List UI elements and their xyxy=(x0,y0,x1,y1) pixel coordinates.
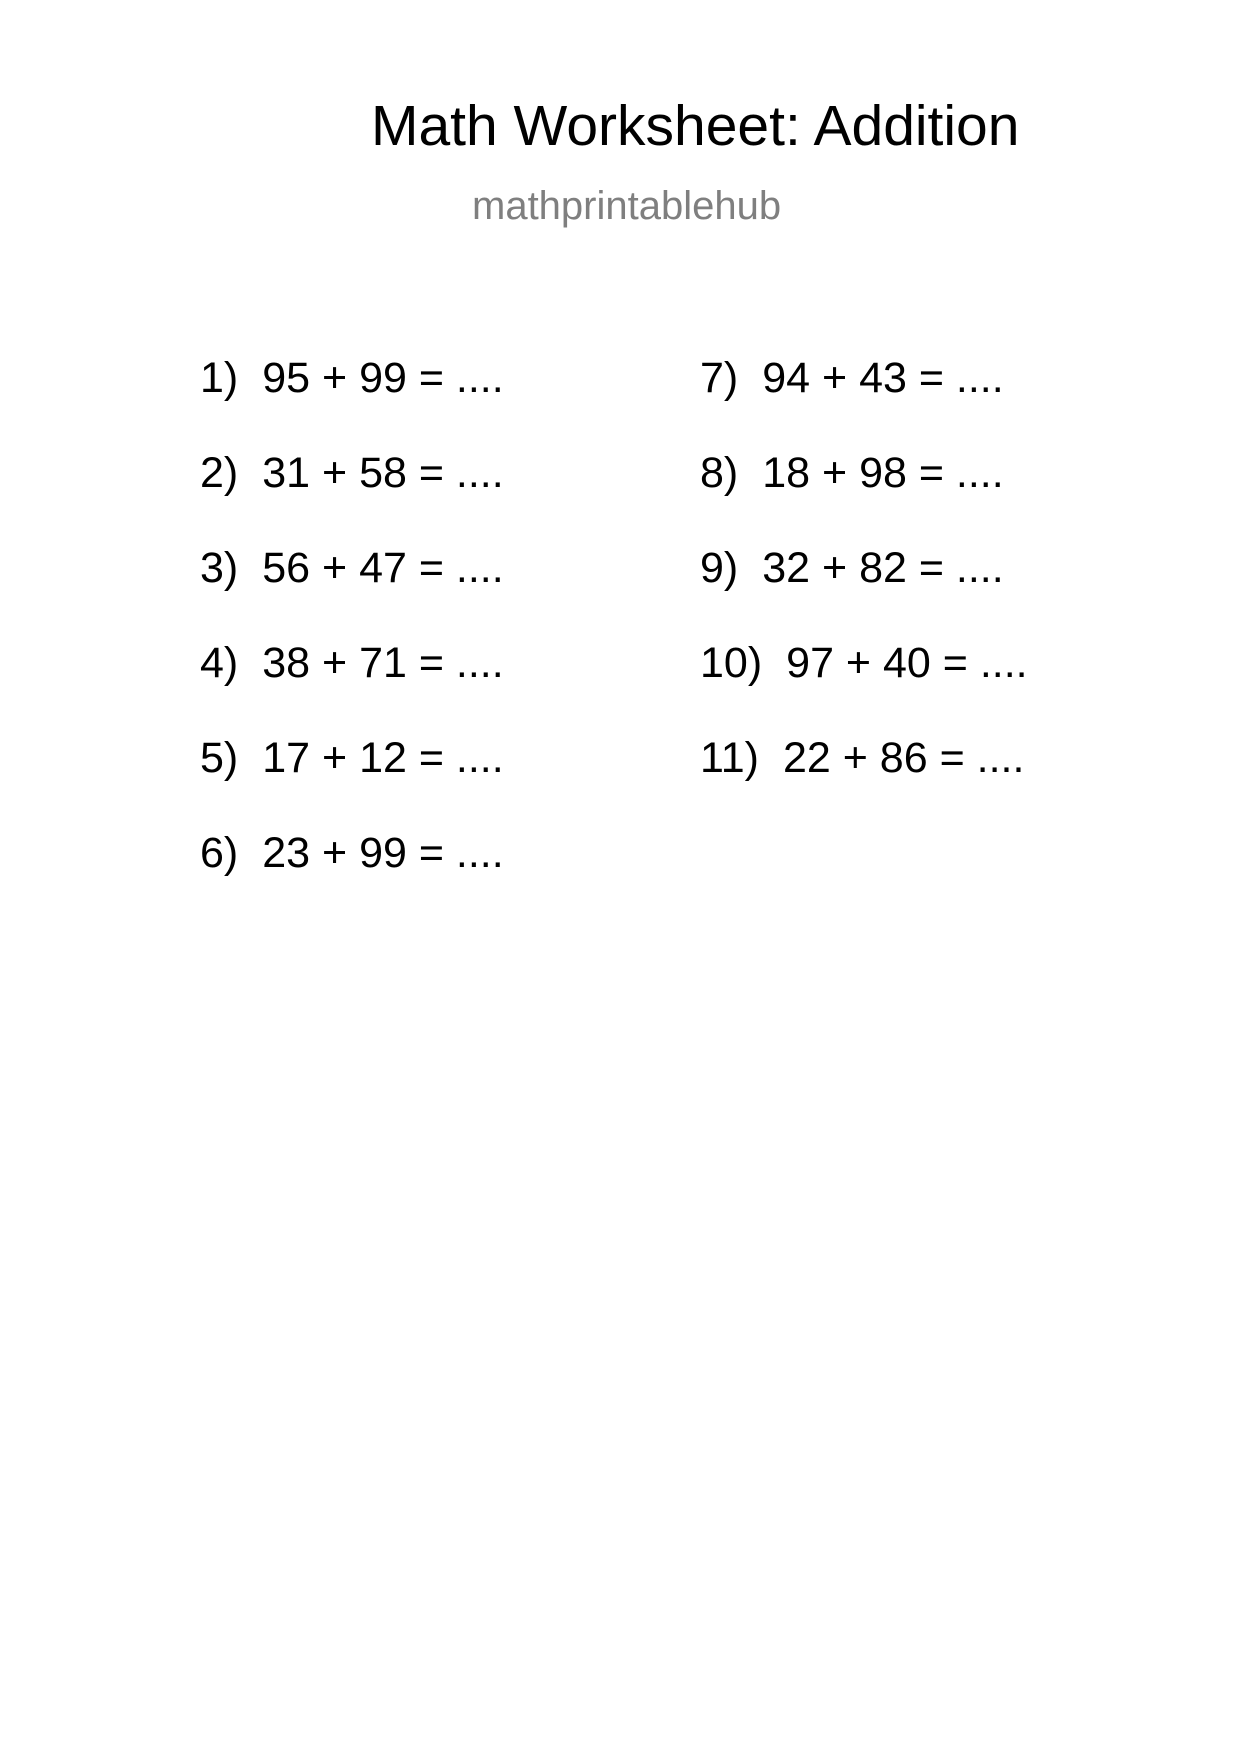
problem-number: 8) xyxy=(700,449,739,497)
problem-number: 10) xyxy=(700,639,763,687)
page-subtitle: mathprintablehub xyxy=(472,184,782,228)
problem-2 xyxy=(200,449,504,497)
problem-8 xyxy=(700,449,1004,497)
problem-1 xyxy=(200,354,504,402)
problem-expression: 32 + 82 = .... xyxy=(762,544,1004,592)
problem-expression: 56 + 47 = .... xyxy=(262,544,504,592)
problem-expression: 31 + 58 = .... xyxy=(262,449,504,497)
problem-expression: 38 + 71 = .... xyxy=(262,639,504,687)
problem-10 xyxy=(700,639,1028,687)
problem-expression: 97 + 40 = .... xyxy=(786,639,1028,687)
problem-expression: 17 + 12 = .... xyxy=(262,734,504,782)
problem-number: 6) xyxy=(200,829,239,877)
page-title: Math Worksheet: Addition xyxy=(371,94,1020,158)
problem-expression: 95 + 99 = .... xyxy=(262,354,504,402)
problem-number: 2) xyxy=(200,449,239,497)
problem-3 xyxy=(200,544,504,592)
problem-number: 5) xyxy=(200,734,239,782)
problem-number: 11) xyxy=(700,734,759,782)
problem-number: 7) xyxy=(700,354,739,402)
problem-9 xyxy=(700,544,1004,592)
problem-5 xyxy=(200,734,504,782)
problem-expression: 23 + 99 = .... xyxy=(262,829,504,877)
problem-expression: 22 + 86 = .... xyxy=(782,734,1025,782)
problem-number: 9) xyxy=(700,544,739,592)
problem-number: 4) xyxy=(200,639,239,687)
problem-expression: 18 + 98 = .... xyxy=(762,449,1004,497)
problem-4 xyxy=(200,639,504,687)
problem-number: 3) xyxy=(200,544,239,592)
problem-number: 1) xyxy=(200,354,239,402)
problem-7 xyxy=(700,354,1004,402)
problem-6 xyxy=(200,829,504,877)
problem-expression: 94 + 43 = .... xyxy=(762,354,1004,402)
problem-11 xyxy=(700,734,1025,782)
